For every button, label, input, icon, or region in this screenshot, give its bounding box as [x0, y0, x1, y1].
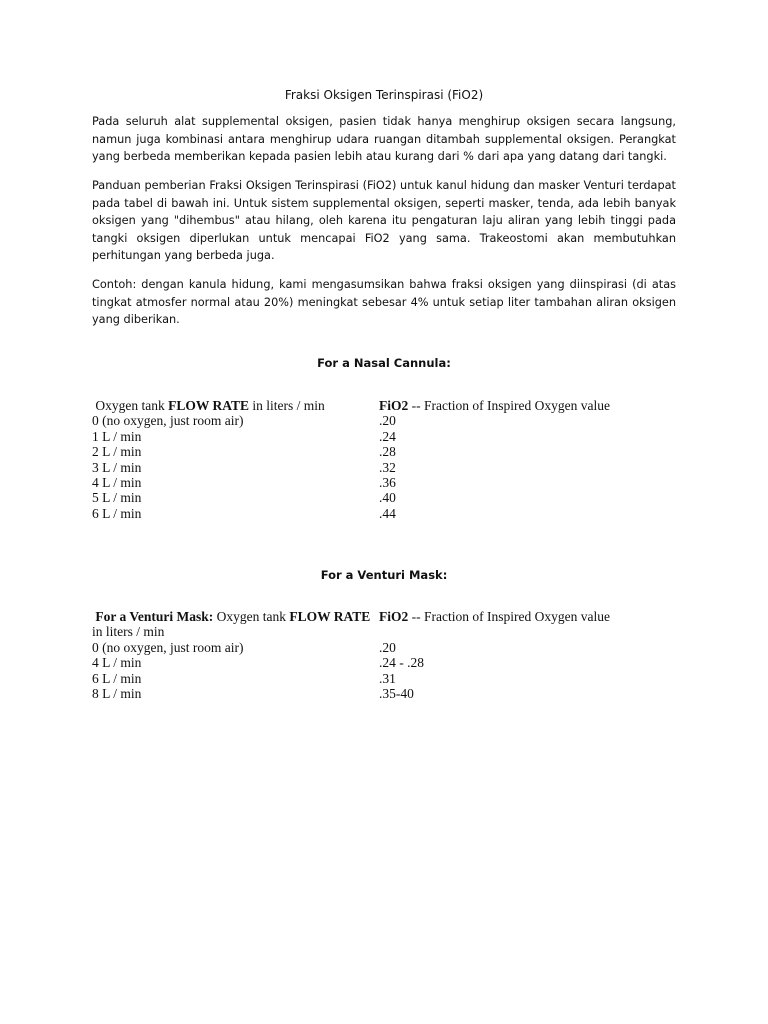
fio2-cell: .44	[379, 505, 396, 521]
document-title: Fraksi Oksigen Terinspirasi (FiO2)	[284, 88, 484, 102]
flow-cell: 2 L / min	[92, 444, 142, 460]
fio2-cell: .32	[379, 459, 396, 475]
table-row	[92, 655, 652, 670]
header-text: in liters / min	[249, 398, 325, 413]
fio2-cell: .20	[379, 639, 396, 655]
flow-cell: 6 L / min	[92, 670, 142, 686]
flow-cell: 6 L / min	[92, 505, 142, 521]
flow-cell: 0 (no oxygen, just room air)	[92, 413, 244, 429]
header-text: Oxygen tank	[95, 398, 169, 413]
header-text: Oxygen tank	[213, 609, 290, 624]
fio2-cell: .24 - .28	[379, 655, 424, 671]
flow-cell: 1 L / min	[92, 428, 142, 444]
header-bold-text: FLOW RATE	[289, 609, 371, 624]
fio2-header	[379, 609, 652, 640]
fio2-cell: .36	[379, 475, 396, 491]
table-row	[92, 686, 652, 701]
table-row	[92, 506, 652, 521]
table-row	[92, 490, 652, 505]
venturi-mask-table	[92, 609, 652, 701]
nasal-cannula-heading: For a Nasal Cannula:	[317, 356, 451, 370]
header-bold-text: For a Venturi Mask:	[95, 609, 214, 624]
table-row	[92, 429, 652, 444]
fio2-cell: .35-40	[379, 686, 414, 702]
fio2-cell: .31	[379, 670, 396, 686]
flow-cell: 8 L / min	[92, 686, 142, 702]
table-row	[92, 475, 652, 490]
table-row	[92, 460, 652, 475]
flow-cell: 5 L / min	[92, 490, 142, 506]
flow-cell: 4 L / min	[92, 655, 142, 671]
flow-cell: 4 L / min	[92, 475, 142, 491]
flow-cell: 3 L / min	[92, 459, 142, 475]
table-row	[92, 671, 652, 686]
fio2-cell: .20	[379, 413, 396, 429]
header-text: -- Fraction of Inspired Oxygen value	[408, 609, 610, 624]
paragraph-2: Panduan pemberian Fraksi Oksigen Terinspirasi (FiO2) untuk kanul hidung dan masker Venturi terdapat pada tabel di bawah ini. Untuk sistem supplemental oksigen, seperti masker, tenda, ada lebih banyak oksigen yang "dihembus" atau hilang, oleh karena itu pengaturan laju aliran yang lebih tinggi pada tangki oksigen diperlukan untuk mencapai FiO2 yang sama. Trakeostomi akan membutuhkan perhitungan yang berbeda juga.	[92, 179, 676, 262]
table-row	[92, 444, 652, 459]
table-header-row	[92, 609, 652, 640]
table-row	[92, 413, 652, 428]
fio2-cell: .24	[379, 428, 396, 444]
header-text: -- Fraction of Inspired Oxygen value	[408, 398, 610, 413]
fio2-header	[379, 398, 652, 413]
header-bold-text: FLOW RATE	[168, 398, 249, 413]
flow-cell: 0 (no oxygen, just room air)	[92, 639, 244, 655]
header-bold-text: FiO2	[379, 609, 409, 624]
paragraph-1: Pada seluruh alat supplemental oksigen, pasien tidak hanya menghirup oksigen secara langsung, namun juga kombinasi antara menghirup udara ruangan ditambah supplemental oksigen. Perangkat yang berbeda memberikan kepada pasien lebih atau kurang dari % dari apa yang datang dari tangki.	[92, 115, 676, 163]
venturi-mask-heading: For a Venturi Mask:	[320, 568, 448, 582]
header-bold-text: FiO2	[379, 398, 409, 413]
paragraph-3: Contoh: dengan kanula hidung, kami mengasumsikan bahwa fraksi oksigen yang diinspirasi (di atas tingkat atmosfer normal atau 20%) meningkat sebesar 4% untuk setiap liter tambahan aliran oksigen yang diberikan.	[92, 278, 676, 326]
nasal-cannula-table	[92, 398, 652, 521]
flow-rate-header	[92, 609, 379, 640]
table-header-row	[92, 398, 652, 413]
flow-rate-header	[92, 398, 379, 413]
table-row	[92, 640, 652, 655]
fio2-cell: .40	[379, 490, 396, 506]
header-text: in liters / min	[92, 624, 165, 640]
fio2-cell: .28	[379, 444, 396, 460]
